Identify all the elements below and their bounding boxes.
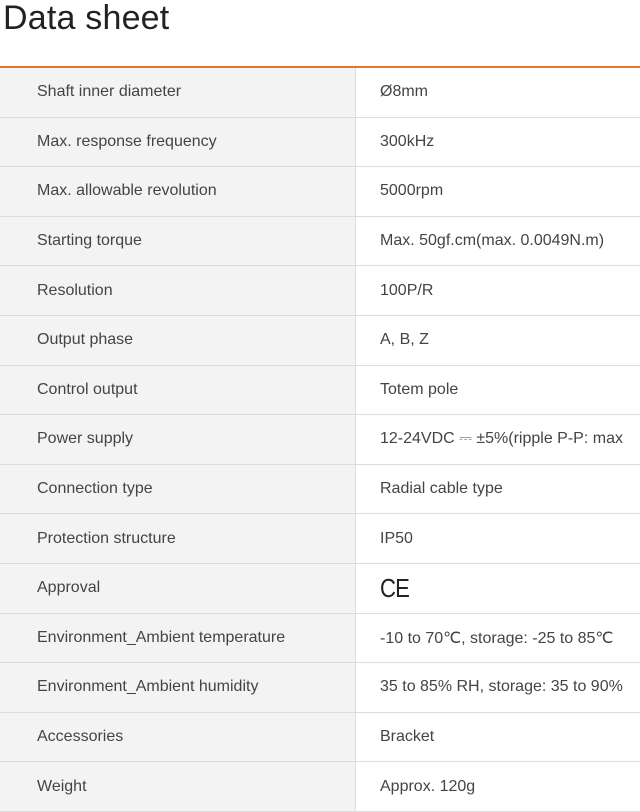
spec-label: Power supply [0, 415, 356, 464]
spec-row-approval [0, 564, 640, 614]
spec-label: Max. allowable revolution [0, 167, 356, 216]
spec-value: 5000rpm [356, 167, 640, 216]
spec-value: IP50 [356, 514, 640, 563]
spec-row-starting-torque [0, 217, 640, 267]
spec-row-max-allowable-revolution [0, 167, 640, 217]
page-title: Data sheet [3, 0, 170, 37]
spec-value: Approx. 120g [356, 762, 640, 811]
spec-value: Ø8mm [356, 68, 640, 117]
spec-value: Max. 50gf.cm(max. 0.0049N.m) [356, 217, 640, 266]
spec-value: Totem pole [356, 366, 640, 415]
spec-row-output-phase [0, 316, 640, 366]
spec-value: Radial cable type [356, 465, 640, 514]
spec-label: Environment_Ambient humidity [0, 663, 356, 712]
spec-value: 300kHz [356, 118, 640, 167]
spec-label: Resolution [0, 266, 356, 315]
spec-row-max-response-frequency [0, 118, 640, 168]
spec-label: Environment_Ambient temperature [0, 614, 356, 663]
spec-row-connection-type [0, 465, 640, 515]
spec-label: Protection structure [0, 514, 356, 563]
spec-row-control-output [0, 366, 640, 416]
spec-value: -10 to 70℃, storage: -25 to 85℃ [356, 614, 640, 663]
spec-row-ambient-humidity [0, 663, 640, 713]
spec-label: Accessories [0, 713, 356, 762]
spec-row-weight [0, 762, 640, 812]
spec-value: 12-24VDC ⎓ ±5%(ripple P-P: max [356, 415, 640, 464]
spec-label: Shaft inner diameter [0, 68, 356, 117]
spec-value [356, 564, 640, 613]
spec-value: Bracket [356, 713, 640, 762]
spec-label: Connection type [0, 465, 356, 514]
spec-table [0, 68, 640, 812]
spec-label: Output phase [0, 316, 356, 365]
spec-value: A, B, Z [356, 316, 640, 365]
spec-value: 35 to 85% RH, storage: 35 to 90% [356, 663, 640, 712]
spec-row-shaft-inner-diameter [0, 68, 640, 118]
spec-row-protection-structure [0, 514, 640, 564]
spec-row-ambient-temperature [0, 614, 640, 664]
spec-row-resolution [0, 266, 640, 316]
spec-row-power-supply [0, 415, 640, 465]
spec-row-accessories [0, 713, 640, 763]
spec-label: Control output [0, 366, 356, 415]
spec-label: Approval [0, 564, 356, 613]
spec-label: Max. response frequency [0, 118, 356, 167]
spec-label: Weight [0, 762, 356, 811]
spec-value: 100P/R [356, 266, 640, 315]
ce-mark-icon: CE [380, 573, 410, 604]
spec-label: Starting torque [0, 217, 356, 266]
